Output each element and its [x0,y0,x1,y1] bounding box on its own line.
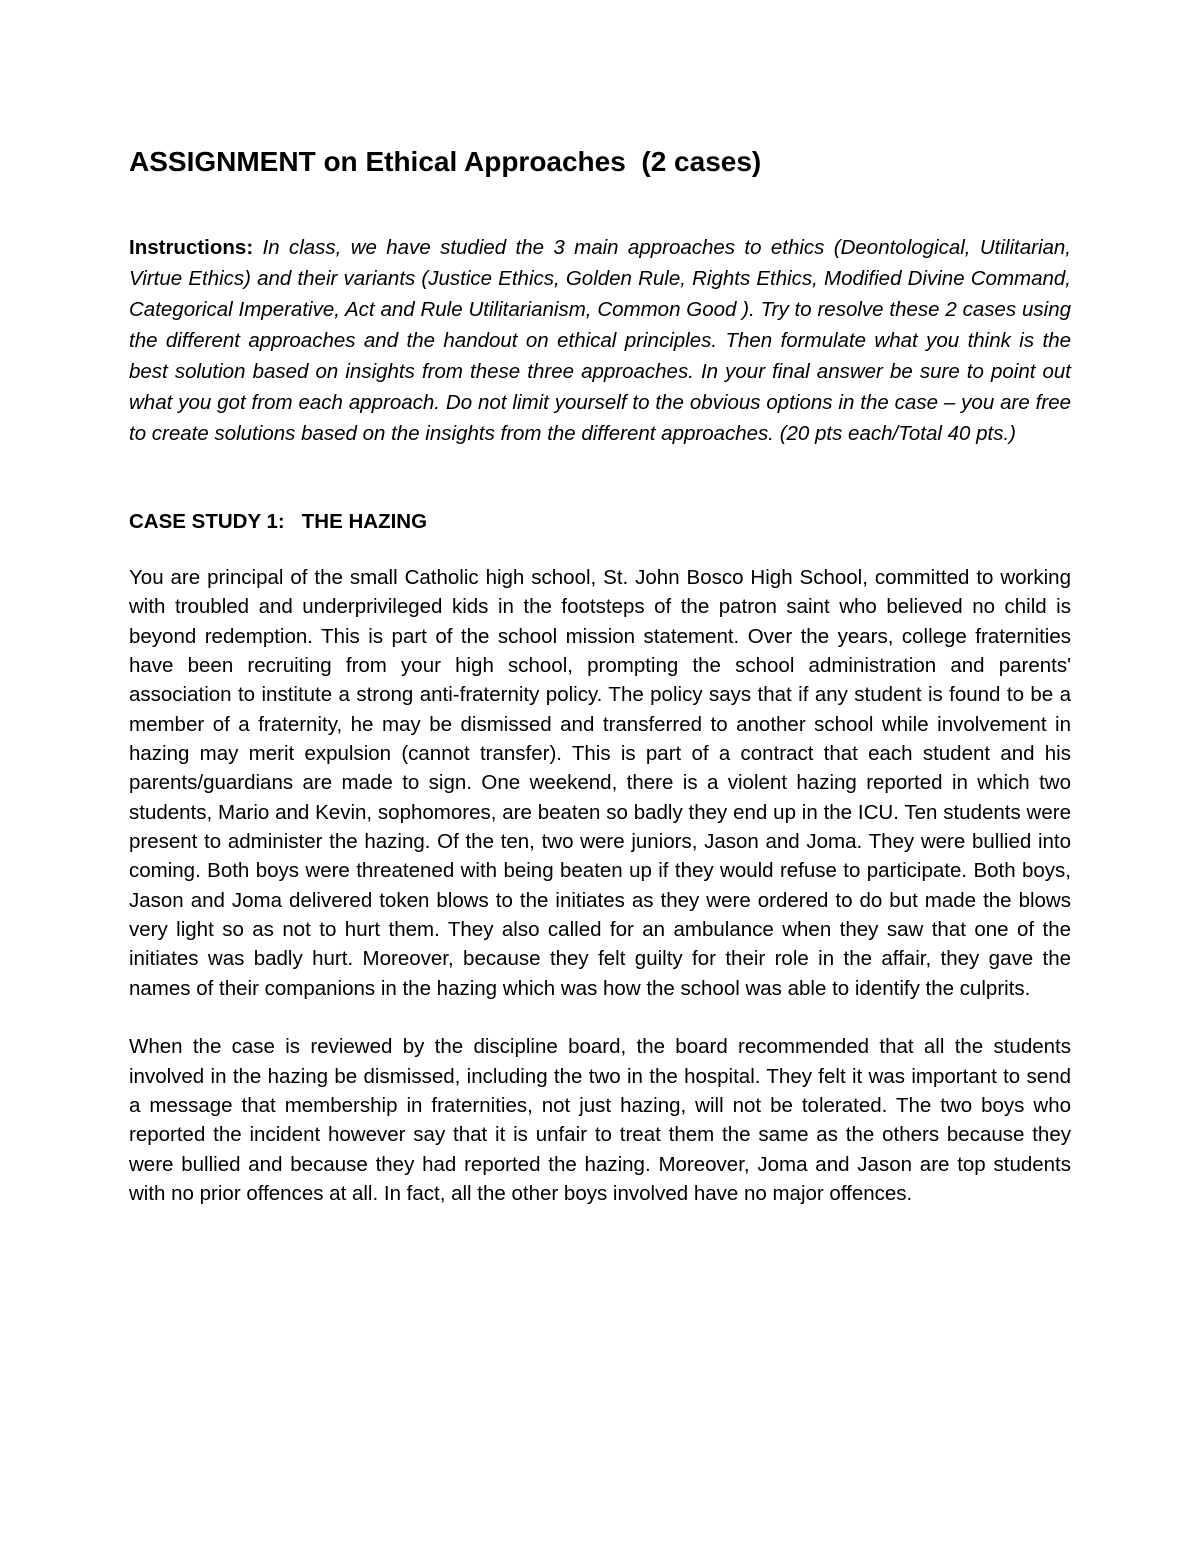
document-title: ASSIGNMENT on Ethical Approaches (2 cases) [129,146,762,177]
instructions-label: Instructions: [129,236,254,259]
case-study-1-heading: CASE STUDY 1: THE HAZING [129,510,428,533]
instructions-paragraph [129,232,1071,449]
instructions-text: In class, we have studied the 3 main approaches to ethics (Deontological, Utilitarian, Virtue Ethics) and their variants (Justice Ethics, Golden Rule, Rights Ethics, Modified Divine Command, Categorical Imperative, Act and Rule Utilitarianism, Common Good ). Try to resolve these 2 cases using the different approaches and the handout on ethical principles. Then formulate what you think is the best solution based on insights from these three approaches. In your final answer be sure to point out what you got from each approach. Do not limit yourself to the obvious options in the case – you are free to create solutions based on the insights from the different approaches. (20 pts each/Total 40 pts.) [129,236,1071,445]
case-study-1-paragraph-2: When the case is reviewed by the discipline board, the board recommended that all the students involved in the hazing be dismissed, including the two in the hospital. They felt it was important to send a message that membership in fraternities, not just hazing, will not be tolerated. The two boys who reported the incident however say that it is unfair to treat them the same as the others because they were bullied and because they had reported the hazing. Moreover, Joma and Jason are top students with no prior offences at all. In fact, all the other boys involved have no major offences. [129,1035,1071,1205]
document-page [129,140,1071,1208]
case-study-1-paragraph-1: You are principal of the small Catholic high school, St. John Bosco High School, committed to working with troubled and underprivileged kids in the footsteps of the patron saint who believed no child is beyond redemption. This is part of the school mission statement. Over the years, college fraternities have been recruiting from your high school, prompting the school administration and parents' association to institute a strong anti-fraternity policy. The policy says that if any student is found to be a member of a fraternity, he may be dismissed and transferred to another school while involvement in hazing may merit expulsion (cannot transfer). This is part of a contract that each student and his parents/guardians are made to sign. One weekend, there is a violent hazing reported in which two students, Mario and Kevin, sophomores, are beaten so badly they end up in the ICU. Ten students were present to administer the hazing. Of the ten, two were juniors, Jason and Joma. They were bullied into coming. Both boys were threatened with being beaten up if they would refuse to participate. Both boys, Jason and Joma delivered token blows to the initiates as they were ordered to do but made the blows very light so as not to hurt them. They also called for an ambulance when they saw that one of the initiates was badly hurt. Moreover, because they felt guilty for their role in the affair, they gave the names of their companions in the hazing which was how the school was able to identify the culprits. [129,566,1071,1000]
